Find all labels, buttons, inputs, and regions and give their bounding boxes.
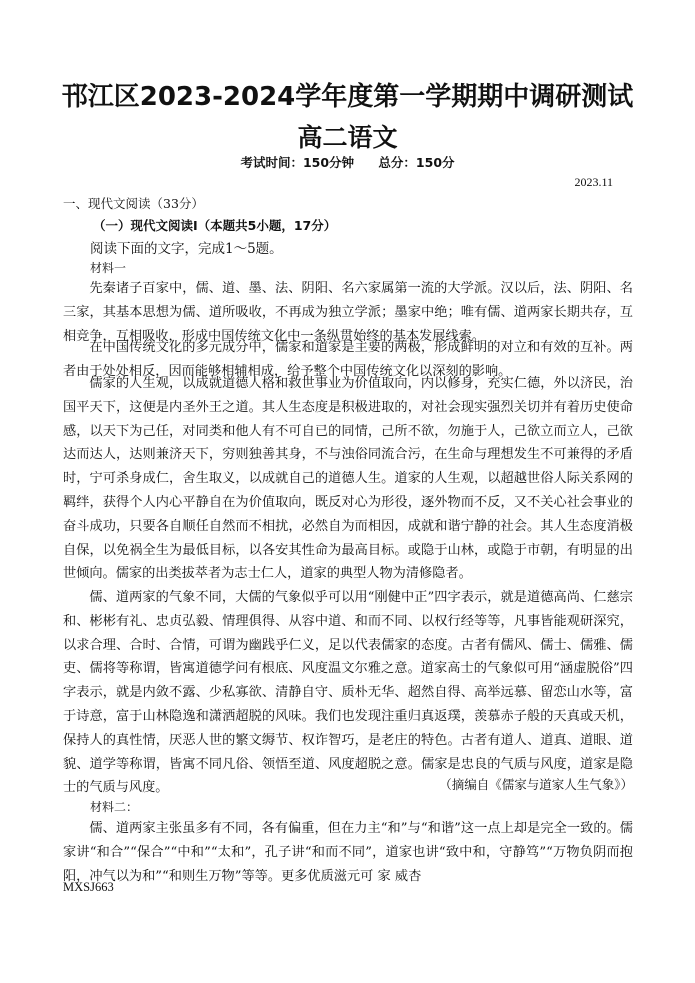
subject-title: 高二语文 <box>297 123 398 152</box>
exam-date: 2023.11 <box>574 175 613 189</box>
material2-label: 材料二： <box>90 800 139 814</box>
footer-code: MXSJ663 <box>63 880 114 894</box>
source-citation: （摘编自《儒家与道家人生气象》） <box>439 777 633 792</box>
paragraph: 儒、道两家的气象不同，大儒的气象似乎可以用“刚健中正”四字表示，就是道德高尚、仁慈宗和、彬彬有礼、忠贞弘毅、情理俱得、从容中道、和而不同、以权行经等等，凡事皆能观研深究，以求合理、合时、合情，可谓为幽践乎仁义，足以代表儒家的态度。古者有儒风、儒士、儒雅、儒吏、儒将等称谓，皆寓道德学问有根底、风度温文尔雅之意。道家高士的气象似可用“涵虚脱俗”四字表示，就是内敛不露、少私寡欲、清静自守、质朴无华、超然自得、高举远慕、留恋山水等，富于诗意，富于山林隐逸和潇洒超脱的风味。我们也发现注重归真返璞，羡慕赤子般的天真或天机，保持人的真性情，厌恶人世的繁文缛节、权诈智巧，是老庄的特色。古者有道人、道真、道眼、道貌、道学等称谓，皆寓不同凡俗、领悟至道、风度超脱之意。儒家是忠良的气质与风度，道家是隐士的气质与风度。 <box>63 590 633 796</box>
section-subheading: （一）现代文阅读Ⅰ（本题共5小题，17分） <box>93 218 337 233</box>
paragraph: 儒家的人生观，以成就道德人格和救世事业为价值取向，内以修身，充实仁德，外以济民，治国平天下，这便是内圣外王之道。其人生态度是积极进取的，对社会现实强烈关切并有着历史使命感，以天下为己任，对同类和他人有不可自已的同情，己所不欲，勿施于人，己欲立而立人，己欲达而达人，达则兼济天下，穷则独善其身，不与浊俗同流合污，在生命与理想发生不可兼得的矛盾时，宁可杀身成仁，舍生取义，以成就自己的道德人生。道家的人生观，以超越世俗人际关系网的羁绊，获得个人内心平静自在为价值取向，既反对心为形役，逐外物而不反，又不关心社会事业的奋斗成功，只要各自顺任自然而不相扰，必然自为而相因，成就和谐宁静的社会。其人生态度消极自保，以免祸全生为最低目标，以各安其性命为最高目标。或隐于山林，或隐于市朝，有明显的出世倾向。儒家的出类拔萃者为志士仁人，道家的典型人物为清修隐者。 <box>63 376 633 582</box>
paragraph: 先秦诸子百家中，儒、道、墨、法、阴阳、名六家属第一流的大学派。汉以后，法、阴阳、名三家，其基本思想为儒、道所吸收，不再成为独立学派；墨家中绝；唯有儒、道两家长期共存，互相竞争，互相吸收，形成中国传统文化中一条纵贯始终的基本发展线索。 <box>63 281 633 344</box>
paragraph: 在中国传统文化的多元成分中，儒家和道家是主要的两极，形成鲜明的对立和有效的互补。两者由于处处相反，因而能够相辅相成，给予整个中国传统文化以深刻的影响。 <box>63 340 633 379</box>
paragraph: 儒、道两家主张虽多有不同，各有偏重，但在力主“和”与“和谐”这一点上却是完全一致的。儒家讲“和合”“保合”“中和”“太和”，孔子讲“和而不同”，道家也讲“致中和，守静笃”“万物负阴而抱阳，冲气以为和”“和则生万物”等等。更多优质滋元可 家 威杏 <box>63 821 633 884</box>
instruction: 阅读下面的文字，完成1～5题。 <box>90 241 283 257</box>
material1-label: 材料一 <box>90 261 127 275</box>
section-heading: 一、现代文阅读（33分） <box>63 196 204 211</box>
total-score: 总分：150分 <box>378 155 455 170</box>
exam-title: 邗江区2023-2024学年度第一学期期中调研测试 <box>61 82 634 112</box>
exam-time: 考试时间：150分钟 <box>240 155 355 170</box>
exam-meta <box>0 153 695 171</box>
